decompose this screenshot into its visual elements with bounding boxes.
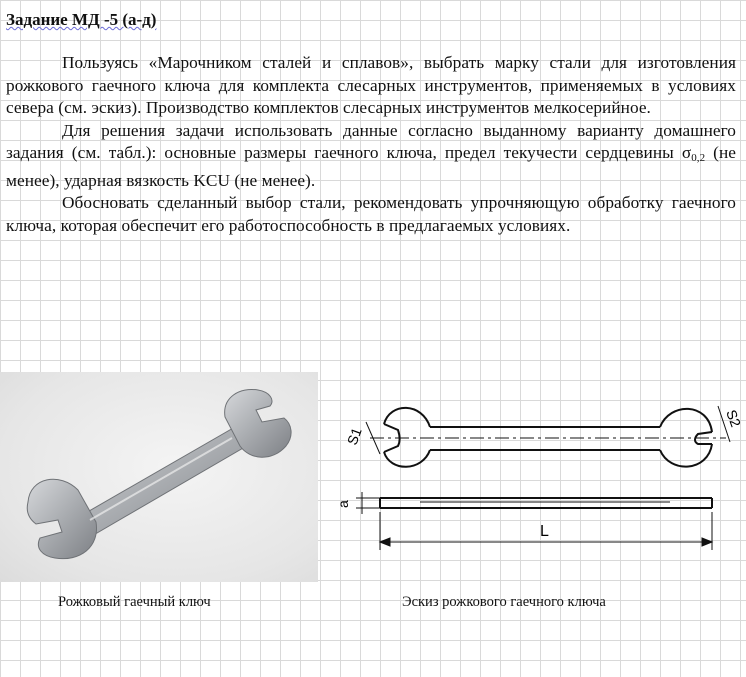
paragraph-3: Обосновать сделанный выбор стали, рекомендовать упрочняющую обработку гаечного ключа, которая обеспечит его работоспособность в предлагаемых условиях.: [6, 193, 736, 235]
document: [6, 10, 736, 237]
photo-caption: Рожковый гаечный ключ: [58, 594, 211, 610]
dim-l-label: L: [540, 523, 549, 540]
paragraph-1: Пользуясь «Марочником сталей и сплавов», выбрать марку стали для изготовления рожкового гаечного ключа для комплекта слесарных инструментов, применяемых в условиях севера (см. эскиз). Производство комплектов слесарных инструментов мелкосерийное.: [6, 53, 736, 117]
dim-s2-label: S2: [723, 407, 745, 430]
wrench-photo: [0, 372, 318, 582]
sketch-caption: Эскиз рожкового гаечного ключа: [402, 594, 606, 610]
dim-a-label: a: [335, 500, 351, 508]
paragraph-2: Для решения задачи использовать данные согласно выданному варианту домашнего задания (см. табл.): основные размеры гаечного ключа, предел текучести сердцевины $\sigma_{0,2}$ (не менее), ударная вязкость KCU (не менее).: [6, 120, 736, 190]
dim-s1-label: S1: [343, 425, 365, 448]
wrench-sketch-icon: [335, 372, 745, 582]
task-title: Задание МД -5 (а-д): [6, 10, 157, 29]
wrench-photo-icon: [0, 372, 318, 582]
wrench-sketch: [335, 372, 745, 582]
